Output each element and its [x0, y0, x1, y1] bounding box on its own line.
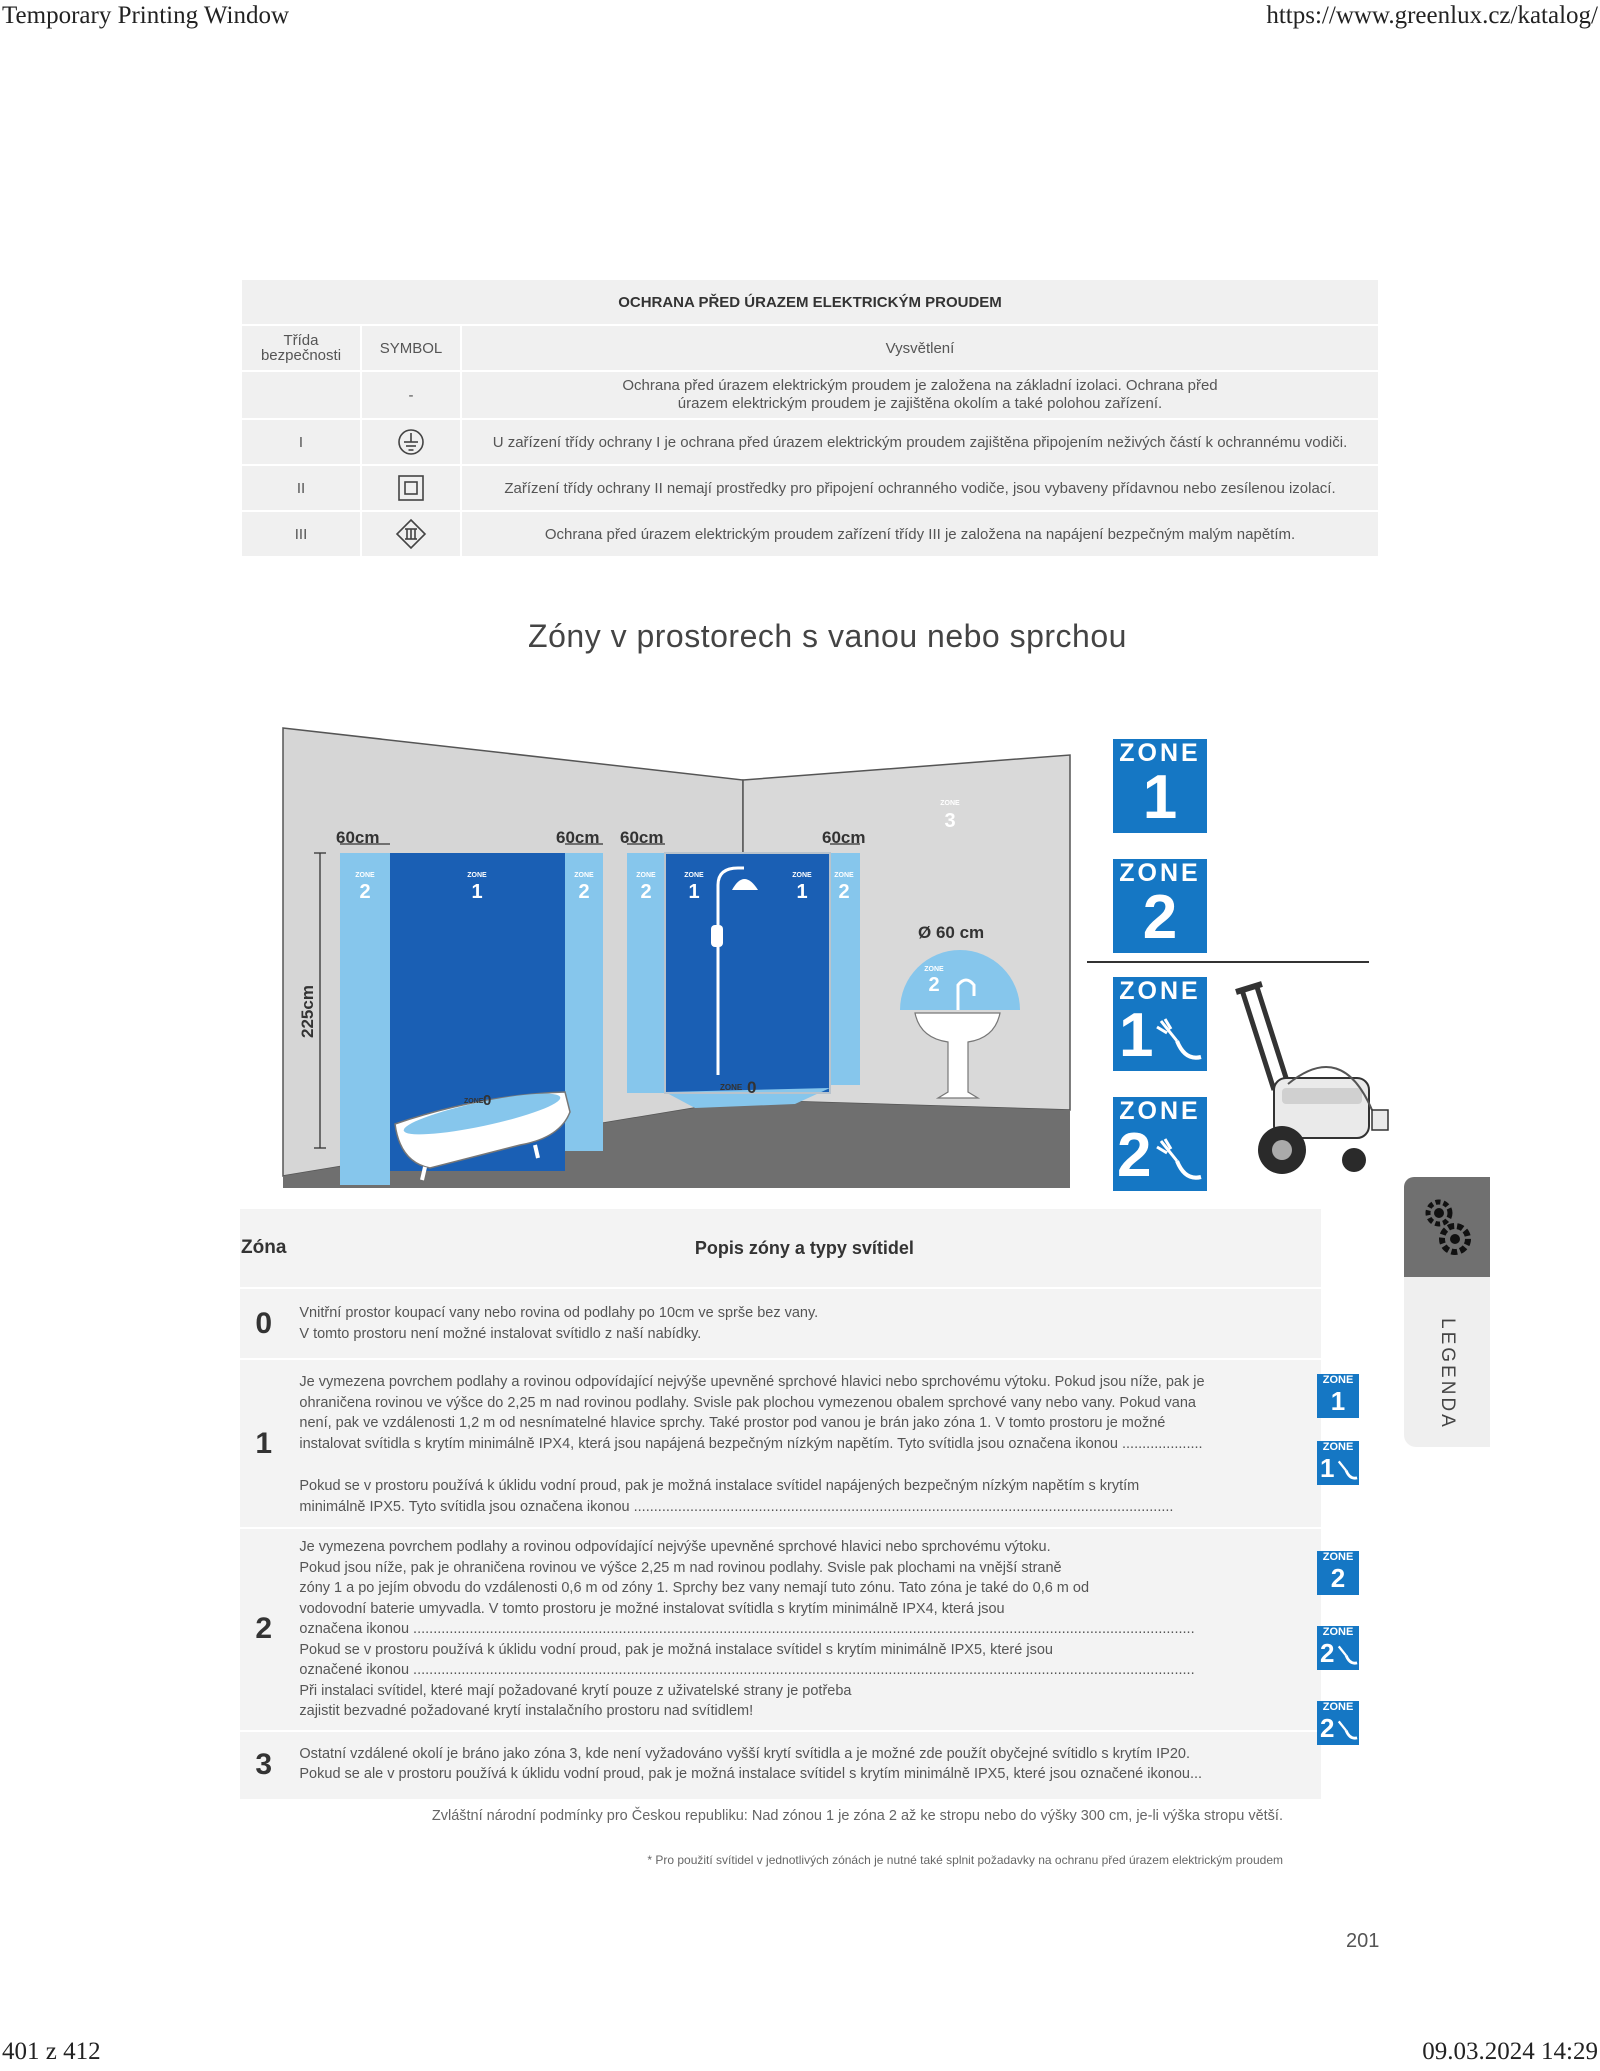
zone-word: ZONE: [792, 872, 812, 879]
description-line: Pokud se v prostoru používá k úklidu vodní proud, pak je možná instalace svítidel s krytím minimálně IPX5, které jsou: [299, 1641, 1053, 1658]
water-jet-icon: [1155, 1017, 1203, 1067]
zone-number-label: 0: [483, 1092, 492, 1109]
description-line: zajistit bezvadné požadované krytí instalačního prostoru nad svítidlem!: [299, 1703, 754, 1719]
zone-number: 2: [1320, 1713, 1335, 1743]
zone-2-badge: [1113, 859, 1207, 953]
water-jet-icon: [1336, 1719, 1358, 1743]
zone-description: [287, 1528, 1321, 1731]
description-line: ohraničena rovinou ve výšce do 2,25 m nad rovinou podlahy. Svisle pak plochou vymezenou obalem sprchové vany nebo vany. Pokud vana: [299, 1394, 1196, 1411]
zone-1-water-jet-small-badge: [1317, 1441, 1359, 1485]
zone-number: 0: [240, 1288, 287, 1359]
zone-number: 1: [1142, 763, 1178, 832]
print-datetime: 09.03.2024 14:29: [1422, 2038, 1598, 2065]
zone-number-label: 2: [640, 881, 652, 903]
zone-number-label: 0: [747, 1078, 757, 1097]
zone-number: 2: [1330, 1563, 1346, 1593]
protection-table: [240, 278, 1380, 558]
zone-description: [287, 1731, 1321, 1799]
dimension-label: 60cm: [822, 828, 866, 847]
water-jet-icon: [1336, 1459, 1358, 1483]
zone-number-label: 1: [688, 881, 700, 903]
zone-word: ZONE: [464, 1098, 484, 1105]
print-url: https://www.greenlux.cz/katalog/: [1266, 2, 1598, 29]
zone-header: Zóna: [240, 1208, 287, 1288]
zone-word: ZONE: [1322, 1701, 1354, 1713]
zone-number-label: 2: [578, 881, 590, 903]
zone-table: [240, 1207, 1321, 1799]
description-line: Vnitřní prostor koupací vany nebo rovina od podlahy po 10cm ve sprše bez vany.: [299, 1305, 819, 1321]
header-symbol: SYMBOL: [361, 325, 461, 371]
description-line: označena ikonou ..................................................................................................................................................................................................: [299, 1621, 1195, 1637]
print-page-counter: 401 z 412: [2, 2038, 101, 2065]
water-jet-icon: [1336, 1644, 1358, 1668]
zone-description: [287, 1359, 1321, 1528]
zone-1-small-badge: [1317, 1374, 1359, 1418]
zone-number-label: 1: [471, 881, 483, 903]
description-line: Pokud se v prostoru používá k úklidu vodní proud, pak je možná instalace svítidel napájených bezpečným nízkým napětím s krytím: [299, 1478, 1140, 1494]
explanation-line: Ochrana před úrazem elektrickým proudem je založena na základní izolaci. Ochrana před: [622, 377, 1218, 394]
class-iii-icon: [395, 518, 427, 550]
symbol-cell: [361, 465, 461, 511]
symbol-cell: [361, 419, 461, 465]
zone-word: ZONE: [1322, 1551, 1354, 1563]
legend-divider: [1087, 961, 1369, 963]
dimension-label: 60cm: [556, 828, 600, 847]
protection-table-caption: OCHRANA PŘED ÚRAZEM ELEKTRICKÝM PROUDEM: [241, 279, 1379, 325]
zone-word: ZONE: [940, 800, 960, 807]
description-line: minimálně IPX5. Tyto svítidla jsou označena ikonou ......................................................................................................................................: [299, 1498, 1174, 1515]
print-window-title: Temporary Printing Window: [2, 2, 290, 29]
zone-word: ZONE: [924, 966, 944, 973]
zone-2-water-jet-badge: [1113, 1097, 1207, 1191]
protection-footnote: * Pro použití svítidel v jednotlivých zónách je nutné také splnit požadavky na ochranu před úrazem elektrickým proudem: [647, 1853, 1283, 1867]
zone-2-water-jet-small-badge: [1317, 1701, 1359, 1745]
zone-word: ZONE: [636, 872, 656, 879]
header-class: Třída bezpečnosti: [241, 325, 361, 371]
zone-number: 3: [240, 1731, 287, 1799]
zone-word: ZONE: [1322, 1374, 1354, 1386]
zone-word: ZONE: [574, 872, 594, 879]
zone-number: 2: [1320, 1638, 1335, 1668]
zone-word: ZONE: [355, 872, 375, 879]
zone-number: 2: [1142, 883, 1178, 952]
description-line: označené ikonou ..................................................................................................................................................................................................: [299, 1662, 1195, 1678]
description-line: instalovat svítidla s krytím minimálně IPX4, která jsou napájená bezpečným nízkým napětím. Tyto svítidla jsou označena ikonou ....................: [299, 1435, 1203, 1452]
zone-number-label: 1: [796, 881, 808, 903]
explanation-line: úrazem elektrickým proudem je zajištěna okolím a také polohou zařízení.: [677, 395, 1163, 412]
zone-description: [287, 1288, 1321, 1359]
zone-row: [240, 1288, 1321, 1359]
zone-1-badge: [1113, 739, 1207, 833]
zone-row: [240, 1528, 1321, 1731]
section-title: Zóny v prostorech s vanou nebo sprchou: [528, 618, 1127, 654]
zone-word: ZONE: [684, 872, 704, 879]
protective-earth-icon: [397, 428, 425, 456]
zone-word: ZONE: [834, 872, 854, 879]
zone-word: ZONE: [467, 872, 487, 879]
class-cell: I: [241, 419, 361, 465]
zone-2-water-jet-small-badge: [1317, 1626, 1359, 1670]
zone-row: [240, 1359, 1321, 1528]
zone-number: 1: [240, 1359, 287, 1528]
zone-number: 1: [1320, 1453, 1335, 1483]
description-header: Popis zóny a typy svítidel: [287, 1208, 1321, 1288]
description-line: zóny 1 a po jejím obvodu do vzdálenosti 0,6 m od zóny 1. Sprchy bez vany nemají tuto zónu. Tato zóna je také do 0,6 m od: [299, 1580, 1090, 1596]
zone-word: ZONE: [1322, 1441, 1354, 1453]
class-cell: III: [241, 511, 361, 557]
description-line: Je vymezena povrchem podlahy a rovinou odpovídající nejvýše upevněné sprchové hlavici nebo sprchovému výtoku. Pokud jsou níže, pak je: [299, 1374, 1205, 1390]
zone-word: ZONE: [720, 1083, 743, 1092]
zone-2-small-badge: [1317, 1551, 1359, 1595]
zone-1-water-jet-badge: [1113, 977, 1207, 1071]
description-line: Pokud se ale v prostoru používá k úklidu vodní proud, pak je možná instalace svítidel s krytím minimálně IPX5, které jsou označené ikonou...: [299, 1766, 1203, 1782]
explanation-cell: Ochrana před úrazem elektrickým proudem zařízení třídy III je založena na napájení bezpečným malým napětím.: [461, 511, 1379, 557]
description-spacer: [299, 1454, 1309, 1476]
dimension-label: 60cm: [336, 828, 380, 847]
description-line: Je vymezena povrchem podlahy a rovinou odpovídající nejvýše upevněné sprchové hlavici nebo sprchovému výtoku.: [299, 1539, 1051, 1555]
height-label: 225cm: [298, 985, 317, 1038]
zone-number: 2: [240, 1528, 287, 1731]
basin-diameter-label: Ø 60 cm: [918, 923, 985, 942]
national-conditions-note: Zvláštní národní podmínky pro Českou republiku: Nad zónou 1 je zóna 2 až ke stropu nebo do výšky 300 cm, je-li výška stropu větší.: [431, 1808, 1283, 1824]
legend-tab-icon-area[interactable]: [1404, 1177, 1490, 1277]
zone-number-label: 2: [928, 974, 940, 996]
header-explanation: Vysvětlení: [461, 325, 1379, 371]
zone-number-label: 2: [838, 881, 850, 903]
zone-word: ZONE: [1119, 859, 1201, 887]
pressure-washer-icon: [1222, 980, 1407, 1185]
zone-number: 2: [1117, 1121, 1152, 1190]
description-line: není, pak ve vzdálenosti 1,2 m od nesnímatelné hlavice sprchy. Také prostor pod vanou je brán jako zóna 1. V tomto prostoru je možné: [299, 1415, 1166, 1431]
zone-row: [240, 1731, 1321, 1799]
description-line: Pokud jsou níže, pak je ohraničena rovinou ve výšce 2,25 m nad rovinou podlahy. Svisle pak plochami na vnější straně: [299, 1559, 1062, 1576]
description-line: V tomto prostoru není možné instalovat svítidlo z naší nabídky.: [299, 1325, 702, 1342]
description-line: Při instalaci svítidel, které mají požadované krytí pouze z uživatelské strany je potřeba: [299, 1682, 852, 1699]
zone-number-label: 3: [944, 810, 956, 832]
zone-number: 1: [1330, 1386, 1346, 1416]
explanation-cell: Zařízení třídy ochrany II nemají prostředky pro připojení ochranného vodiče, jsou vybaveny přídavnou nebo zesílenou izolací.: [461, 465, 1379, 511]
double-insulation-icon: [397, 474, 425, 502]
symbol-cell: -: [361, 371, 461, 419]
page-number: 201: [1346, 1930, 1380, 1952]
dimension-label: 60cm: [620, 828, 664, 847]
zone-number: 1: [1119, 1001, 1154, 1070]
zone-number-label: 2: [359, 881, 371, 903]
description-line: Ostatní vzdálené okolí je bráno jako zóna 3, kde není vyžadováno vyšší krytí svítidla a je možné zde použít obyčejné svítidlo s krytím IP20.: [299, 1745, 1190, 1762]
zone-word: ZONE: [1119, 977, 1201, 1005]
bathroom-zones-diagram: [270, 720, 1090, 1196]
zone-word: ZONE: [1119, 1097, 1201, 1125]
explanation-cell: U zařízení třídy ochrany I je ochrana před úrazem elektrickým proudem zajištěna připojením neživých částí k ochrannému vodiči.: [461, 419, 1379, 465]
explanation-cell: [461, 371, 1379, 419]
description-line: vodovodní baterie umyvadla. V tomto prostoru je možné instalovat svítidla s krytím minimálně IPX4, která jsou: [299, 1600, 1005, 1617]
symbol-cell: [361, 511, 461, 557]
class-cell: II: [241, 465, 361, 511]
legend-tab-label: LEGENDA: [1437, 1318, 1458, 1430]
water-jet-icon: [1155, 1137, 1203, 1187]
gears-icon: [1417, 1187, 1477, 1267]
class-cell: [241, 371, 361, 419]
zone-word: ZONE: [1322, 1626, 1354, 1638]
zone-word: ZONE: [1119, 739, 1201, 767]
